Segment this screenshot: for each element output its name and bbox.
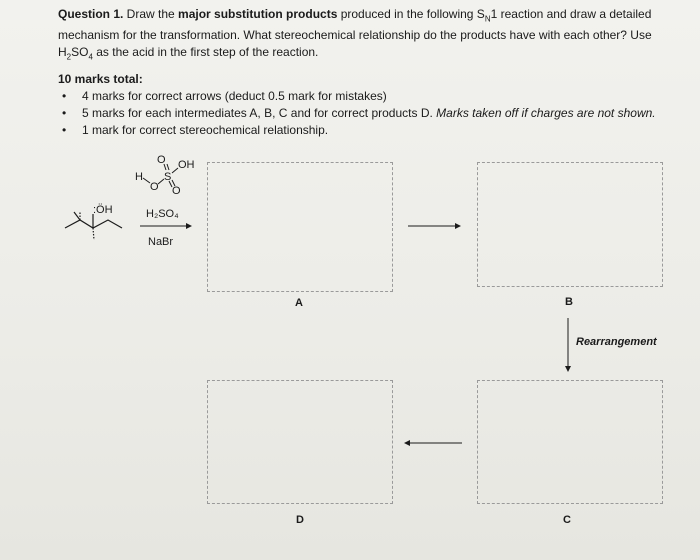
bullet-icon: • xyxy=(62,89,67,103)
rearrangement-label: Rearrangement xyxy=(576,336,657,348)
question-part: Draw the xyxy=(123,7,179,21)
marks-item-note: Marks taken off if charges are not shown. xyxy=(436,106,656,120)
answer-box-b[interactable] xyxy=(477,162,663,287)
arrow-b-to-c xyxy=(565,318,571,372)
substrate-alcohol xyxy=(65,212,122,240)
reagent-sodium-bromide: NaBr xyxy=(148,236,174,248)
answer-box-d[interactable] xyxy=(207,380,393,504)
atom-o-bottom: O xyxy=(172,185,181,197)
reagent-sulfuric-acid: H₂SO₄ xyxy=(146,208,179,220)
arrow-c-to-d xyxy=(404,440,462,446)
box-label-c: C xyxy=(563,514,571,526)
marks-item-text: for correct stereochemical relationship. xyxy=(118,123,329,137)
atom-oh: OH xyxy=(178,159,195,171)
answer-box-a[interactable] xyxy=(207,162,393,292)
bullet-icon: • xyxy=(62,106,67,120)
subscript: 2 xyxy=(66,52,72,62)
question-bold: major substitution products xyxy=(178,7,338,21)
marks-item-text: for correct arrows (deduct 0.5 mark for mistakes) xyxy=(124,89,387,103)
subscript: N xyxy=(484,14,491,24)
substrate-oh-label: :ÖH xyxy=(93,204,113,216)
atom-s: S xyxy=(164,171,172,183)
marks-item-count: 1 mark xyxy=(82,123,119,137)
bullet-icon: • xyxy=(62,123,67,137)
atom-o-top: O xyxy=(157,154,166,166)
box-label-d: D xyxy=(296,514,304,526)
reaction-arrow xyxy=(140,223,192,229)
sulfuric-acid-structure xyxy=(135,154,195,197)
box-label-a: A xyxy=(295,297,303,309)
marks-item-count: 4 marks xyxy=(82,89,125,103)
question-part: as the acid in the first step of the reaction. xyxy=(92,45,319,60)
subscript: 4 xyxy=(88,52,93,62)
answer-box-c[interactable] xyxy=(477,380,663,504)
marks-item-count: 5 marks xyxy=(82,106,125,120)
question-label: Question 1. xyxy=(58,7,124,21)
question-part: produced in the following S xyxy=(337,7,485,21)
atom-h: H xyxy=(135,171,143,183)
marks-item-text: for each intermediates A, B, C and for correct products D. xyxy=(124,106,437,120)
question-part: SO xyxy=(71,45,89,60)
arrow-a-to-b xyxy=(408,223,461,229)
box-label-b: B xyxy=(565,296,573,308)
marks-title: 10 marks total: xyxy=(58,72,143,86)
atom-o-left: O xyxy=(150,181,159,193)
question-part: 1 reaction and draw a detailed mechanism for the transformation. What stereochemical relationship do the products have with each other? Use H xyxy=(58,7,652,60)
